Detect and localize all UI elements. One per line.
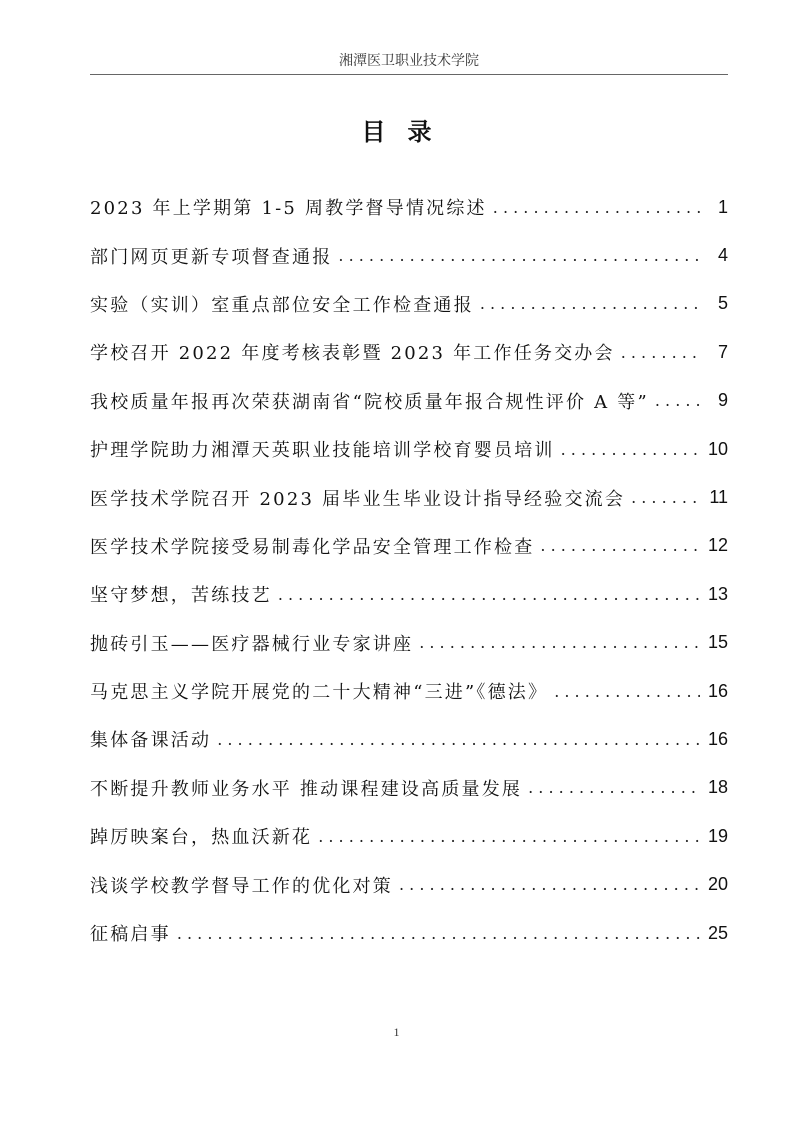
toc-entry-title: 浅谈学校教学督导工作的优化对策 (90, 872, 399, 898)
toc-entry-page: 15 (707, 632, 728, 653)
toc-dot-leader (177, 924, 700, 943)
toc-dot-leader (554, 682, 700, 701)
toc-entry[interactable] (90, 860, 728, 908)
toc-entry[interactable] (90, 280, 728, 328)
toc-entry[interactable] (90, 473, 728, 521)
toc-dot-leader (338, 246, 702, 265)
toc-entry-title: 学校召开 2022 年度考核表彰暨 2023 年工作任务交办会 (90, 339, 621, 365)
toc-entry-page: 13 (707, 583, 728, 604)
toc-entry-title: 医学技术学院接受易制毒化学品安全管理工作检查 (90, 533, 540, 559)
toc-entry[interactable] (90, 812, 728, 860)
toc-entry[interactable] (90, 715, 728, 763)
toc-dot-leader (561, 440, 700, 459)
toc-entry-page: 11 (709, 487, 728, 508)
toc-dot-leader (621, 343, 702, 362)
toc-entry-title: 踔厉映案台，热血沃新花 (90, 823, 318, 849)
toc-entry-title: 不断提升教师业务水平 推动课程建设高质量发展 (90, 775, 528, 801)
toc-entry-title: 征稿启事 (90, 920, 177, 946)
toc-entry[interactable] (90, 764, 728, 812)
toc-dot-leader (480, 294, 702, 313)
toc-entry-title: 我校质量年报再次荣获湖南省“院校质量年报合规性评价 A 等” (90, 388, 655, 414)
toc-entry-title: 抛砖引玉——医疗器械行业专家讲座 (90, 630, 419, 656)
page-title: 目录 (361, 118, 454, 146)
toc-dot-leader (217, 730, 700, 749)
toc-entry-page: 16 (707, 728, 728, 749)
toc-entry-title: 集体备课活动 (90, 726, 217, 752)
toc-entry[interactable] (90, 909, 728, 957)
toc-entry-title: 2023 年上学期第 1-5 周教学督导情况综述 (90, 194, 493, 220)
toc-dot-leader (318, 827, 700, 846)
toc-entry-title: 坚守梦想，苦练技艺 (90, 581, 278, 607)
toc-entry-page: 16 (707, 680, 728, 701)
toc-entry-page: 1 (717, 196, 728, 217)
toc-dot-leader (528, 778, 700, 797)
toc-entry-page: 19 (707, 825, 728, 846)
toc-entry[interactable] (90, 231, 728, 279)
toc-entry-page: 18 (707, 777, 728, 798)
page-number: 1 (393, 1025, 400, 1039)
toc-dot-leader (278, 585, 700, 604)
toc-entry[interactable] (90, 183, 728, 231)
toc-entry[interactable] (90, 570, 728, 618)
toc-entry[interactable] (90, 425, 728, 473)
toc-entry-page: 10 (707, 438, 728, 459)
header-rule (90, 74, 728, 75)
toc-entry-title: 部门网页更新专项督查通报 (90, 243, 338, 269)
running-header: 湘潭医卫职业技术学院 (339, 53, 479, 69)
toc-dot-leader (540, 536, 700, 555)
toc-entry-title: 实验（实训）室重点部位安全工作检查通报 (90, 291, 480, 317)
toc-entry-page: 5 (717, 293, 728, 314)
toc-entry-title: 马克思主义学院开展党的二十大精神“三进”《德法》 (90, 678, 554, 704)
toc-entry[interactable] (90, 328, 728, 376)
toc-entry-page: 9 (717, 390, 728, 411)
toc-dot-leader (419, 633, 700, 652)
toc-dot-leader (655, 391, 702, 410)
toc-entry-title: 护理学院助力湘潭天英职业技能培训学校育婴员培训 (90, 436, 561, 462)
toc-entry[interactable] (90, 377, 728, 425)
toc-entry-title: 医学技术学院召开 2023 届毕业生毕业设计指导经验交流会 (90, 485, 631, 511)
toc-entry[interactable] (90, 619, 728, 667)
toc-dot-leader (399, 875, 700, 894)
toc-entry-page: 25 (707, 922, 728, 943)
toc-entry-page: 7 (717, 341, 728, 362)
toc-dot-leader (493, 198, 702, 217)
toc-dot-leader (631, 488, 701, 507)
toc-entry[interactable] (90, 522, 728, 570)
toc-entry-page: 20 (707, 874, 728, 895)
toc-entry[interactable] (90, 667, 728, 715)
table-of-contents (90, 183, 728, 957)
toc-entry-page: 4 (717, 245, 728, 266)
toc-entry-page: 12 (707, 535, 728, 556)
